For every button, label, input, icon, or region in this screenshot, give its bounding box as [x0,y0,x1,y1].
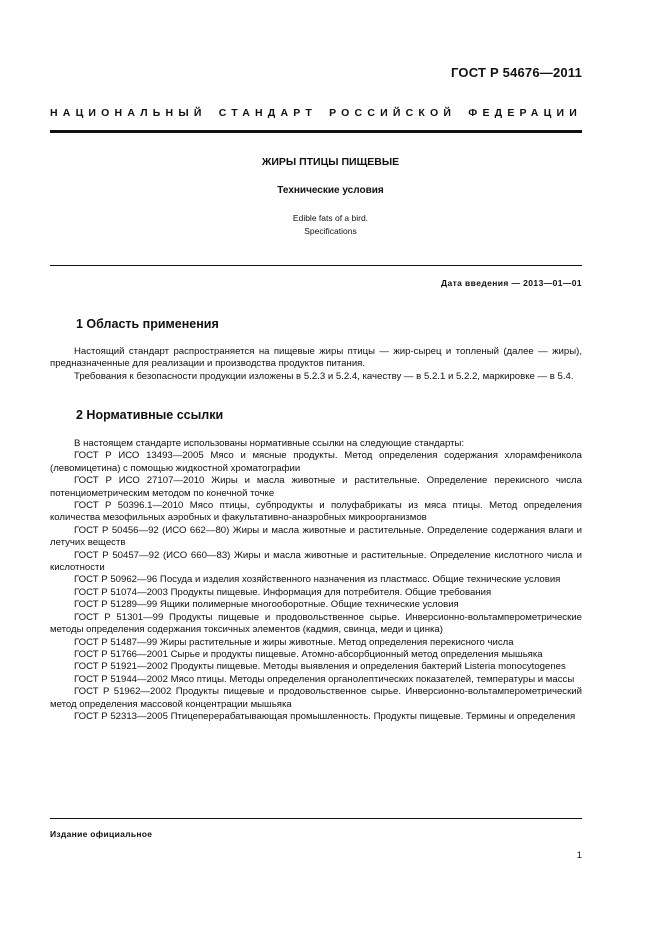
paragraph: Настоящий стандарт распространяется на пищевые жиры птицы — жир-сырец и топленый (далее — жиры), предназначенные для реализации и производства продуктов питания. [50,346,582,370]
section-heading-scope: 1 Область применения [76,317,219,331]
paragraph: Требования к безопасности продукции изложены в 5.2.3 и 5.2.4, качеству — в 5.2.1 и 5.2.2, маркировке — в 5.4. [74,370,574,382]
header-divider [50,130,582,133]
standard-code: ГОСТ Р 54676—2011 [451,65,582,80]
document-subtitle: Технические условия [277,185,384,196]
national-standard-banner [50,107,582,119]
reference-item: ГОСТ Р ИСО 27107—2010 Жиры и масла животные и растительные. Определение перекисного числа потенциометрическим методом по конечной точке [50,475,582,499]
introduction-date: Дата введения — 2013—01—01 [441,278,582,288]
reference-item: ГОСТ Р 51289—99 Ящики полимерные многооборотные. Общие технические условия [74,599,459,611]
reference-item: ГОСТ Р 50457—92 (ИСО 660—83) Жиры и масла животные и растительные. Определение кислотного числа и кислотности [50,549,582,574]
reference-item: ГОСТ Р 51766—2001 Сырье и продукты пищевые. Атомно-абсорбционный метод определения мышьяка [74,648,543,660]
reference-item: ГОСТ Р ИСО 13493—2005 Мясо и мясные продукты. Метод определения содержания хлорамфеникола (левомицетина) с помощью жидкостной хроматографии [50,450,582,474]
reference-item: ГОСТ Р 50962—96 Посуда и изделия хозяйственного назначения из пластмасс. Общие технические условия [74,574,561,586]
section-heading-references: 2 Нормативные ссылки [76,408,224,422]
section-body-scope [50,346,582,383]
english-title: Edible fats of a bird. [292,213,369,223]
banner-word: РОССИЙСКОЙ [329,107,457,119]
page-number: 1 [576,850,582,861]
english-subtitle: Specifications [304,226,357,236]
reference-item: ГОСТ Р 52313—2005 Птицеперерабатывающая промышленность. Продукты пищевые. Термины и определения [74,710,576,722]
reference-item: ГОСТ Р 51074—2003 Продукты пищевые. Информация для потребителя. Общие требования [74,586,492,598]
paragraph: В настоящем стандарте использованы нормативные ссылки на следующие стандарты: [74,438,465,449]
reference-item: ГОСТ Р 51944—2002 Мясо птицы. Методы определения органолептических показателей, температуры и массы [74,673,575,685]
banner-word: ФЕДЕРАЦИИ [468,107,582,119]
section-body-references [50,438,582,723]
reference-item: ГОСТ Р 51487—99 Жиры растительные и жиры животные. Метод определения перекисного числа [74,636,514,648]
banner-word: НАЦИОНАЛЬНЫЙ [50,107,207,119]
reference-item: ГОСТ Р 51921—2002 Продукты пищевые. Методы выявления и определения бактерий Listeria monocytogenes [74,661,566,673]
reference-item: ГОСТ Р 51962—2002 Продукты пищевые и продовольственное сырье. Инверсионно-вольтамперометрический метод определения массовой концентрации мышьяка [50,686,582,710]
reference-item: ГОСТ Р 51301—99 Продукты пищевые и продовольственное сырье. Инверсионно-вольтамперометрические методы определения содержания токсичных элементов (кадмия, свинца, меди и цинка) [50,611,582,636]
footer-divider [50,818,582,819]
reference-item: ГОСТ Р 50396.1—2010 Мясо птицы, субпродукты и полуфабрикаты из мяса птицы. Метод определения количества мезофильных аэробных и факультативно-анаэробных микроорганизмов [50,500,582,524]
banner-word: СТАНДАРТ [218,107,317,119]
title-divider [50,265,582,266]
reference-item: ГОСТ Р 50456—92 (ИСО 662—80) Жиры и масла животные и растительные. Определение содержания влаги и летучих веществ [50,524,582,549]
document-title: ЖИРЫ ПТИЦЫ ПИЩЕВЫЕ [261,156,400,168]
edition-note: Издание официальное [50,829,153,839]
